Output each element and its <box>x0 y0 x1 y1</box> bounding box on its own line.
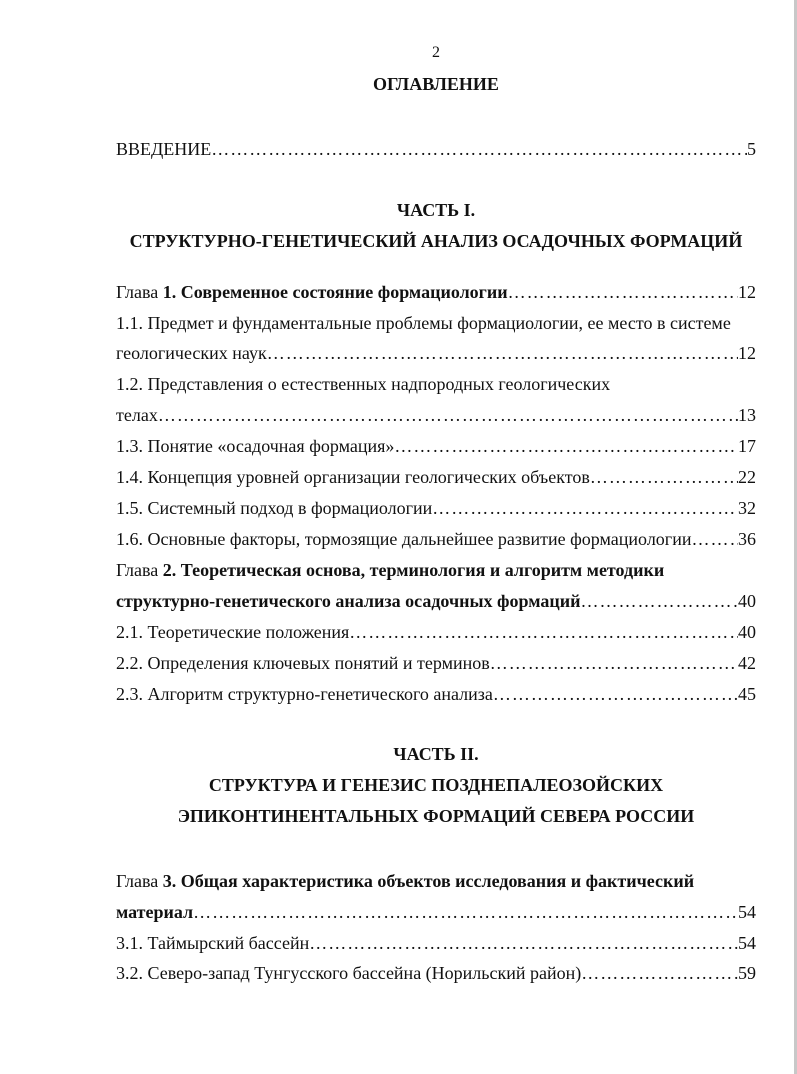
toc-entry-2-2[interactable] <box>116 652 756 674</box>
leader-dots <box>193 901 738 923</box>
toc-entry-label: телах <box>116 405 158 425</box>
toc-entry-chapter-3-line1[interactable] <box>116 870 756 892</box>
toc-entry-page: 42 <box>738 653 756 673</box>
toc-entry-1-6[interactable] <box>116 528 756 550</box>
toc-entry-1-1-line1[interactable]: 1.1. Предмет и фундаментальные проблемы формациологии, ее место в системе <box>116 313 731 333</box>
toc-entry-intro[interactable] <box>116 138 756 160</box>
toc-entry-2-3[interactable] <box>116 683 756 705</box>
toc-entry-1-5[interactable] <box>116 497 756 519</box>
toc-entry-page: 32 <box>738 498 756 518</box>
toc-title: ОГЛАВЛЕНИЕ <box>373 74 499 94</box>
toc-entry-page: 59 <box>738 963 756 983</box>
toc-entry-2-1[interactable] <box>116 621 756 643</box>
toc-entry-page: 17 <box>738 436 756 456</box>
chapter-title: 3. Общая характеристика объектов исследования и фактический <box>162 871 695 891</box>
leader-dots <box>508 281 738 303</box>
leader-dots <box>432 497 738 519</box>
part-1-title: СТРУКТУРНО-ГЕНЕТИЧЕСКИЙ АНАЛИЗ ОСАДОЧНЫХ ФОРМАЦИЙ <box>129 231 743 251</box>
toc-entry-page: 40 <box>738 622 756 642</box>
chapter-title-cont: структурно-генетического анализа осадочных формаций <box>116 591 581 611</box>
leader-dots <box>581 962 738 984</box>
toc-entry-label: 2.1. Теоретические положения <box>116 622 350 642</box>
leader-dots <box>493 683 738 705</box>
toc-entry-label: 2.3. Алгоритм структурно-генетического анализа <box>116 684 493 704</box>
chapter-title-cont: материал <box>116 902 194 922</box>
toc-entry-page: 45 <box>738 684 756 704</box>
leader-dots <box>580 590 738 612</box>
leader-dots <box>309 932 738 954</box>
leader-dots <box>490 652 738 674</box>
toc-entry-page: 22 <box>738 467 756 487</box>
toc-entry-label: 1.4. Концепция уровней организации геологических объектов <box>116 467 590 487</box>
chapter-title: 1. Современное состояние формациологии <box>162 282 508 302</box>
toc-entry-page: 54 <box>738 902 756 922</box>
toc-entry-page: 5 <box>747 139 756 159</box>
toc-entry-label: 2.2. Определения ключевых понятий и терминов <box>116 653 490 673</box>
toc-entry-1-4[interactable] <box>116 466 756 488</box>
toc-entry-label: ВВЕДЕНИЕ <box>116 139 212 159</box>
toc-entry-1-3[interactable] <box>116 435 756 457</box>
toc-entry-label: 1.3. Понятие «осадочная формация» <box>116 436 395 456</box>
chapter-prefix: Глава <box>116 560 163 580</box>
toc-entry-label: 3.2. Северо-запад Тунгусского бассейна (Норильский район) <box>116 963 582 983</box>
leader-dots <box>211 138 747 160</box>
chapter-prefix: Глава <box>116 871 163 891</box>
toc-entry-label: 3.1. Таймырский бассейн <box>116 933 310 953</box>
leader-dots <box>267 342 738 364</box>
toc-entry-1-2-line1[interactable]: 1.2. Представления о естественных надпородных геологических <box>116 374 611 394</box>
toc-entry-label: 1.5. Системный подход в формациологии <box>116 498 433 518</box>
toc-entry-page: 40 <box>738 591 756 611</box>
chapter-title: 2. Теоретическая основа, терминология и алгоритм методики <box>162 560 665 580</box>
part-2-title-line1: СТРУКТУРА И ГЕНЕЗИС ПОЗДНЕПАЛЕОЗОЙСКИХ <box>208 775 664 795</box>
toc-entry-chapter-3[interactable] <box>116 901 756 923</box>
toc-entry-3-2[interactable] <box>116 962 756 984</box>
toc-entry-3-1[interactable] <box>116 932 756 954</box>
toc-entry-label: геологических наук <box>116 343 267 363</box>
toc-entry-chapter-2[interactable] <box>116 590 756 612</box>
toc-entry-label: 1.6. Основные факторы, тормозящие дальнейшее развитие формациологии <box>116 529 692 549</box>
part-1-heading: ЧАСТЬ I. <box>396 200 476 220</box>
toc-entry-page: 54 <box>738 933 756 953</box>
toc-entry-page: 36 <box>738 529 756 549</box>
leader-dots <box>394 435 738 457</box>
toc-entry-page: 12 <box>738 343 756 363</box>
toc-entry-1-1[interactable] <box>116 342 756 364</box>
part-2-title-line2: ЭПИКОНТИНЕНТАЛЬНЫХ ФОРМАЦИЙ СЕВЕРА РОССИИ <box>177 806 695 826</box>
part-2-heading: ЧАСТЬ II. <box>393 744 479 764</box>
leader-dots <box>158 404 738 426</box>
toc-entry-chapter-2-line1[interactable] <box>116 559 756 581</box>
toc-entry-page: 13 <box>738 405 756 425</box>
leader-dots <box>349 621 738 643</box>
chapter-prefix: Глава <box>116 282 163 302</box>
toc-entry-page: 12 <box>738 282 756 302</box>
leader-dots <box>691 528 738 550</box>
leader-dots <box>590 466 738 488</box>
toc-entry-chapter-1[interactable] <box>116 281 756 303</box>
toc-entry-1-2[interactable] <box>116 404 756 426</box>
page-number: 2 <box>432 44 440 61</box>
